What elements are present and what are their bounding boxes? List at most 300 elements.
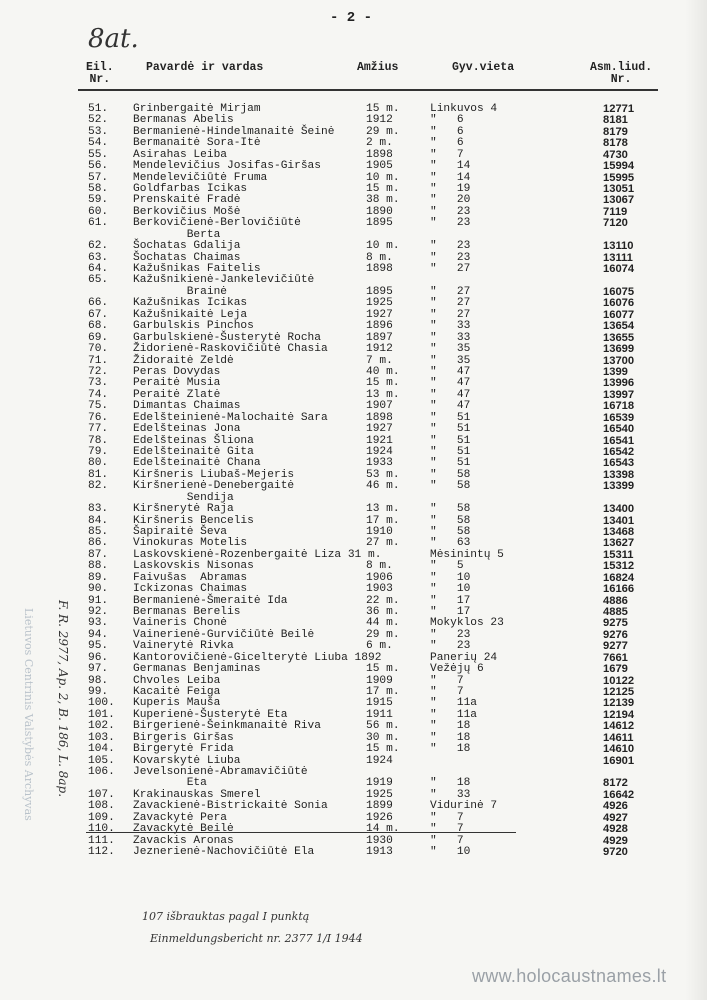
row-address: " 7 (430, 823, 464, 836)
table-row (0, 377, 707, 389)
row-id: 8172 (603, 777, 628, 790)
row-name: Brainė (133, 285, 227, 298)
row-name: Kiršnerytė Raja (133, 503, 234, 516)
row-address: " 11a (430, 708, 477, 721)
row-address: " 63 (430, 537, 471, 550)
row-name: Kiršneris Bencelis (133, 514, 254, 527)
row-age: 1925 (366, 788, 393, 801)
row-age: 1926 (366, 811, 393, 824)
row-number: 97. (88, 663, 109, 676)
row-age: 1895 (366, 285, 393, 298)
row-age: 36 m. (366, 605, 400, 618)
row-number: 90. (88, 583, 109, 596)
row-address: " 18 (430, 777, 471, 790)
row-number: 86. (88, 537, 109, 550)
row-age: 1906 (366, 571, 393, 584)
table-row (0, 846, 707, 858)
row-address: Vidurinė 7 (430, 800, 498, 813)
row-age: 22 m. (366, 594, 400, 607)
row-number: 57. (88, 171, 109, 184)
row-age: 1924 (366, 445, 393, 458)
row-age: 40 m. (366, 365, 400, 378)
row-id: 12139 (603, 697, 635, 710)
row-age: 27 m. (366, 537, 400, 550)
row-id: 13401 (603, 514, 635, 527)
row-id: 15995 (603, 171, 635, 184)
row-name: Goldfarbas Icikas (133, 183, 248, 195)
row-name: Jevelsonienė-Abramavičiūtė (133, 765, 308, 778)
row-number: 78. (88, 434, 109, 447)
row-address: " 6 (430, 114, 464, 127)
table-row (0, 286, 707, 298)
row-address: " 10 (430, 571, 471, 584)
row-id: 9277 (603, 640, 628, 653)
row-age: 1927 (366, 308, 393, 321)
row-number: 112. (88, 845, 115, 858)
row-number: 93. (88, 617, 109, 630)
row-number: 65. (88, 274, 109, 287)
row-number: 101. (88, 708, 115, 721)
table-row (0, 160, 707, 172)
row-age: 15 m. (366, 663, 400, 676)
row-age: 1897 (366, 331, 393, 344)
archive-stamp: Lietuvos Centrinis Valstybės Archyvas (22, 608, 35, 821)
table-row (0, 412, 707, 424)
row-name: Peraitė Zlatė (133, 388, 221, 401)
table-row (0, 183, 707, 195)
table-row (0, 103, 707, 115)
row-number: 83. (88, 503, 109, 516)
row-id: 13398 (603, 468, 635, 481)
row-address: " 23 (430, 205, 471, 218)
row-age: 1896 (366, 320, 393, 333)
row-address: " 11a (430, 697, 477, 710)
row-id: 14610 (603, 743, 635, 756)
table-row (0, 537, 707, 549)
row-number: 61. (88, 217, 109, 230)
table-row (0, 789, 707, 801)
row-id: 9276 (603, 628, 628, 641)
row-address: " 47 (430, 388, 471, 401)
row-id: 14611 (603, 731, 634, 744)
row-name: Germanas Benjaminas (133, 663, 261, 676)
row-address: " 47 (430, 377, 471, 390)
row-age: 38 m. (366, 194, 400, 207)
row-address: " 27 (430, 308, 471, 321)
row-age: 1898 (366, 411, 393, 424)
table-row (0, 366, 707, 378)
row-id: 13997 (603, 388, 635, 401)
row-address: " 14 (430, 171, 471, 184)
table-row (0, 217, 707, 229)
row-name: Dimantas Chaimas (133, 400, 241, 413)
row-address: " 18 (430, 743, 471, 756)
row-id: 10122 (603, 674, 635, 687)
row-address: " 27 (430, 285, 471, 298)
row-name: Berta (133, 228, 221, 241)
row-age: 53 m. (366, 468, 400, 481)
row-number: 60. (88, 205, 109, 218)
row-address: " 6 (430, 137, 464, 150)
row-age: 15 m. (366, 377, 400, 390)
row-name: Edelšteinas Šliona (133, 434, 254, 447)
strikethrough-line (86, 832, 516, 833)
row-name: Edelšteinienė-Malochaitė Sara (133, 411, 328, 424)
row-number: 85. (88, 525, 109, 538)
row-address: " 58 (430, 503, 471, 516)
table-row (0, 800, 707, 812)
row-name: Edelšteinas Jona (133, 423, 241, 435)
row-address: " 51 (430, 423, 471, 435)
table-row (0, 446, 707, 458)
row-age: 15 m. (366, 743, 400, 756)
row-age: 1911 (366, 708, 393, 721)
row-address: " 51 (430, 445, 471, 458)
row-address: " 51 (430, 434, 471, 447)
table-row (0, 697, 707, 709)
table-row (0, 240, 707, 252)
header-age: Amžius (357, 61, 399, 74)
row-number: 100. (88, 697, 115, 710)
row-id: 12125 (603, 685, 635, 698)
row-id: 16076 (603, 297, 635, 310)
table-row (0, 263, 707, 275)
row-id: 16166 (603, 583, 635, 596)
row-id: 12194 (603, 708, 635, 721)
row-address: Mėsinintų 5 (430, 548, 504, 561)
row-name: Kažušnikas Faitelis (133, 263, 261, 275)
table-row (0, 629, 707, 641)
table-row (0, 480, 707, 492)
row-address: " 18 (430, 731, 471, 744)
row-address: " 10 (430, 845, 471, 858)
row-age: 56 m. (366, 720, 400, 733)
row-id: 4926 (603, 800, 628, 813)
table-row (0, 640, 707, 652)
table-row (0, 572, 707, 584)
row-age: 46 m. (366, 480, 400, 493)
table-row (0, 297, 707, 309)
row-number: 51. (88, 103, 109, 115)
row-name: Laskovskis Nisonas (133, 560, 254, 573)
table-row (0, 332, 707, 344)
table-row (0, 389, 707, 401)
row-number: 58. (88, 183, 109, 195)
row-id: 15312 (603, 560, 635, 573)
table-row (0, 320, 707, 332)
row-name: Židoraitė Zeldė (133, 354, 234, 367)
table-row (0, 823, 707, 835)
table-row (0, 137, 707, 149)
row-age: 1890 (366, 205, 393, 218)
row-name: Bermanienė-Hindelmanaitė Šeinė (133, 125, 335, 138)
row-age: 1903 (366, 583, 393, 596)
row-address: " 23 (430, 217, 471, 230)
row-name: Faivušas Abramas (133, 571, 248, 584)
row-id: 9275 (603, 617, 628, 630)
row-number: 54. (88, 137, 109, 150)
row-name: Berkovičius Mošė (133, 205, 241, 218)
table-row (0, 732, 707, 744)
table-row (0, 423, 707, 435)
row-number: 94. (88, 628, 109, 641)
table-row (0, 743, 707, 755)
row-age: 10 m. (366, 240, 400, 253)
row-address: " 7 (430, 685, 464, 698)
row-address: " 51 (430, 457, 471, 470)
row-age: 17 m. (366, 685, 400, 698)
row-id: 8178 (603, 137, 628, 150)
row-name: Bermanienė-Šmeraitė Ida (133, 594, 288, 607)
row-name: Kuperienė-Šusterytė Eta (133, 708, 288, 721)
row-address: " 19 (430, 183, 471, 195)
row-number: 108. (88, 800, 115, 813)
row-address: " 58 (430, 468, 471, 481)
handwritten-note-2: Einmeldungsbericht nr. 2377 1/I 1944 (150, 932, 363, 945)
row-id: 4885 (603, 605, 628, 618)
row-name: Prenskaitė Fradė (133, 194, 241, 207)
row-id: 13654 (603, 320, 635, 333)
table-row (0, 400, 707, 412)
row-address: Linkuvos 4 (430, 103, 498, 115)
row-name: Kiršneris Liubaš-Mejeris (133, 468, 295, 481)
row-id: 7661 (603, 651, 628, 664)
row-number: 88. (88, 560, 109, 573)
table-row (0, 126, 707, 138)
table-row (0, 309, 707, 321)
table-row (0, 149, 707, 161)
row-name: Vinokuras Motelis (133, 537, 248, 550)
table-row (0, 652, 707, 664)
header-nr: Eil. Nr. (86, 61, 114, 86)
row-id: 16718 (603, 400, 635, 413)
row-age: 1921 (366, 434, 393, 447)
row-id: 16901 (603, 754, 635, 767)
row-id: 16539 (603, 411, 635, 424)
row-name: Birgerytė Frida (133, 743, 234, 756)
row-name: Peraitė Musia (133, 377, 221, 390)
row-address: " 20 (430, 194, 471, 207)
row-name: Laskovskienė-Rozenbergaitė Liza 31 m. (133, 548, 382, 561)
row-age: 30 m. (366, 731, 400, 744)
row-name: Jeznerienė-Nachovičiūtė Ela (133, 845, 315, 858)
archive-reference: F. R. 2977, Ap. 2, B. 186, L. 8ap. (56, 600, 70, 798)
row-number: 70. (88, 343, 109, 355)
row-age: 2 m. (366, 137, 393, 150)
row-age: 29 m. (366, 628, 400, 641)
table-row (0, 766, 707, 778)
row-number: 104. (88, 743, 115, 756)
row-name: Vainerytė Rivka (133, 640, 234, 653)
header-address: Gyv.vieta (452, 61, 515, 74)
row-number: 105. (88, 754, 115, 767)
row-id: 1679 (603, 663, 628, 676)
row-id: 13111 (603, 251, 633, 264)
row-id: 16642 (603, 788, 635, 801)
row-id: 13067 (603, 194, 635, 207)
row-name: Berkovičienė-Berlovičiūtė (133, 217, 301, 230)
row-name: Mendelevičiūtė Fruma (133, 171, 268, 184)
row-age: 1912 (366, 114, 393, 127)
table-row (0, 457, 707, 469)
row-number: 107. (88, 788, 115, 801)
row-name: Zavackis Aronas (133, 834, 234, 847)
row-number: 76. (88, 411, 109, 424)
row-address: " 14 (430, 160, 471, 173)
row-number: 55. (88, 148, 109, 161)
row-number: 98. (88, 674, 109, 687)
row-name: Edelšteinaitė Chana (133, 457, 261, 470)
row-address: " 6 (430, 125, 464, 138)
row-name: Kantorovičienė-Gicelterytė Liuba 1892 (133, 651, 382, 664)
table-row (0, 229, 707, 241)
row-number: 66. (88, 297, 109, 310)
row-id: 16541 (603, 434, 635, 447)
row-id: 13051 (603, 183, 635, 195)
row-id: 7119 (603, 205, 628, 218)
table-row (0, 252, 707, 264)
table-row (0, 343, 707, 355)
row-address: " 33 (430, 331, 471, 344)
row-id: 12771 (603, 103, 635, 115)
row-number: 73. (88, 377, 109, 390)
row-id: 16077 (603, 308, 635, 321)
row-address: " 23 (430, 240, 471, 253)
row-name: Bermanas Abelis (133, 114, 234, 127)
row-id: 15994 (603, 160, 635, 173)
row-address: Mokyklos 23 (430, 617, 504, 630)
table-row (0, 812, 707, 824)
row-number: 63. (88, 251, 109, 264)
row-address: " 10 (430, 583, 471, 596)
row-number: 102. (88, 720, 115, 733)
row-age: 1913 (366, 845, 393, 858)
row-id: 14612 (603, 720, 635, 733)
row-number: 95. (88, 640, 109, 653)
row-number: 99. (88, 685, 109, 698)
row-id: 4927 (603, 811, 628, 824)
row-name: Židorienė-Raskovičiūtė Chasia (133, 343, 328, 355)
table-row (0, 206, 707, 218)
row-id: 16543 (603, 457, 635, 470)
row-address: " 27 (430, 297, 471, 310)
row-age: 6 m. (366, 640, 393, 653)
row-name: Edelšteinaitė Gita (133, 445, 254, 458)
row-age: 1895 (366, 217, 393, 230)
row-age: 15 m. (366, 103, 400, 115)
row-number: 77. (88, 423, 109, 435)
row-address: Panerių 24 (430, 651, 498, 664)
row-id: 13996 (603, 377, 635, 390)
row-name: Garbulskienė-Šusterytė Rocha (133, 331, 321, 344)
row-address: " 7 (430, 811, 464, 824)
row-age: 13 m. (366, 388, 400, 401)
table-row (0, 617, 707, 629)
row-number: 72. (88, 365, 109, 378)
row-id: 16824 (603, 571, 635, 584)
row-age: 1915 (366, 697, 393, 710)
row-number: 69. (88, 331, 109, 344)
row-id: 4730 (603, 148, 628, 161)
row-age: 7 m. (366, 354, 393, 367)
header-rule (78, 89, 658, 91)
row-number: 62. (88, 240, 109, 253)
row-name: Šochatas Chaimas (133, 251, 241, 264)
row-name: Mendelevičius Josifas-Giršas (133, 160, 321, 173)
row-address: " 17 (430, 605, 471, 618)
row-name: Vaineris Chonė (133, 617, 227, 630)
row-age: 8 m. (366, 560, 393, 573)
row-address: " 23 (430, 628, 471, 641)
row-age: 1909 (366, 674, 393, 687)
row-age: 1907 (366, 400, 393, 413)
header-id: Asm.liud. Nr. (590, 61, 653, 86)
row-name: Zavackienė-Bistrickaitė Sonia (133, 800, 328, 813)
row-id: 16075 (603, 285, 635, 298)
row-age: 1898 (366, 263, 393, 275)
row-id: 13110 (603, 240, 634, 253)
row-id: 13655 (603, 331, 635, 344)
table-row (0, 675, 707, 687)
row-number: 64. (88, 263, 109, 275)
row-name: Šapiraitė Ševa (133, 525, 227, 538)
row-name: Eta (133, 777, 207, 790)
table-row (0, 560, 707, 572)
header-name: Pavardė ir vardas (146, 61, 264, 74)
row-address: " 33 (430, 320, 471, 333)
row-id: 13700 (603, 354, 635, 367)
row-age: 13 m. (366, 503, 400, 516)
row-number: 79. (88, 445, 109, 458)
table-row (0, 595, 707, 607)
table-row (0, 720, 707, 732)
handwritten-note-1: 107 išbrauktas pagal I punktą (142, 910, 310, 923)
row-address: " 51 (430, 411, 471, 424)
row-age: 1905 (366, 160, 393, 173)
table-row (0, 194, 707, 206)
row-address: " 47 (430, 365, 471, 378)
row-name: Asirahas Leiba (133, 148, 227, 161)
row-address: " 58 (430, 480, 471, 493)
table-row (0, 274, 707, 286)
row-number: 52. (88, 114, 109, 127)
table-row (0, 503, 707, 515)
row-number: 96. (88, 651, 109, 664)
row-address: " 18 (430, 720, 471, 733)
row-number: 68. (88, 320, 109, 333)
table-row (0, 549, 707, 561)
row-number: 91. (88, 594, 109, 607)
row-name: Zavackytė Pera (133, 811, 227, 824)
table-row (0, 492, 707, 504)
row-id: 13399 (603, 480, 635, 493)
page-number: - 2 - (330, 10, 373, 26)
row-name: Vainerienė-Gurvičiūtė Beilė (133, 628, 315, 641)
row-age: 8 m. (366, 251, 393, 264)
handwritten-page-note: 8at. (88, 24, 139, 54)
row-address: " 7 (430, 674, 464, 687)
row-age: 1927 (366, 423, 393, 435)
row-address: " 47 (430, 400, 471, 413)
row-address: " 58 (430, 514, 471, 527)
row-address: " 33 (430, 788, 471, 801)
row-name: Kažušnikaitė Leja (133, 308, 248, 321)
row-id: 4886 (603, 594, 628, 607)
row-number: 92. (88, 605, 109, 618)
row-number: 75. (88, 400, 109, 413)
row-number: 82. (88, 480, 109, 493)
row-number: 110. (88, 823, 115, 836)
